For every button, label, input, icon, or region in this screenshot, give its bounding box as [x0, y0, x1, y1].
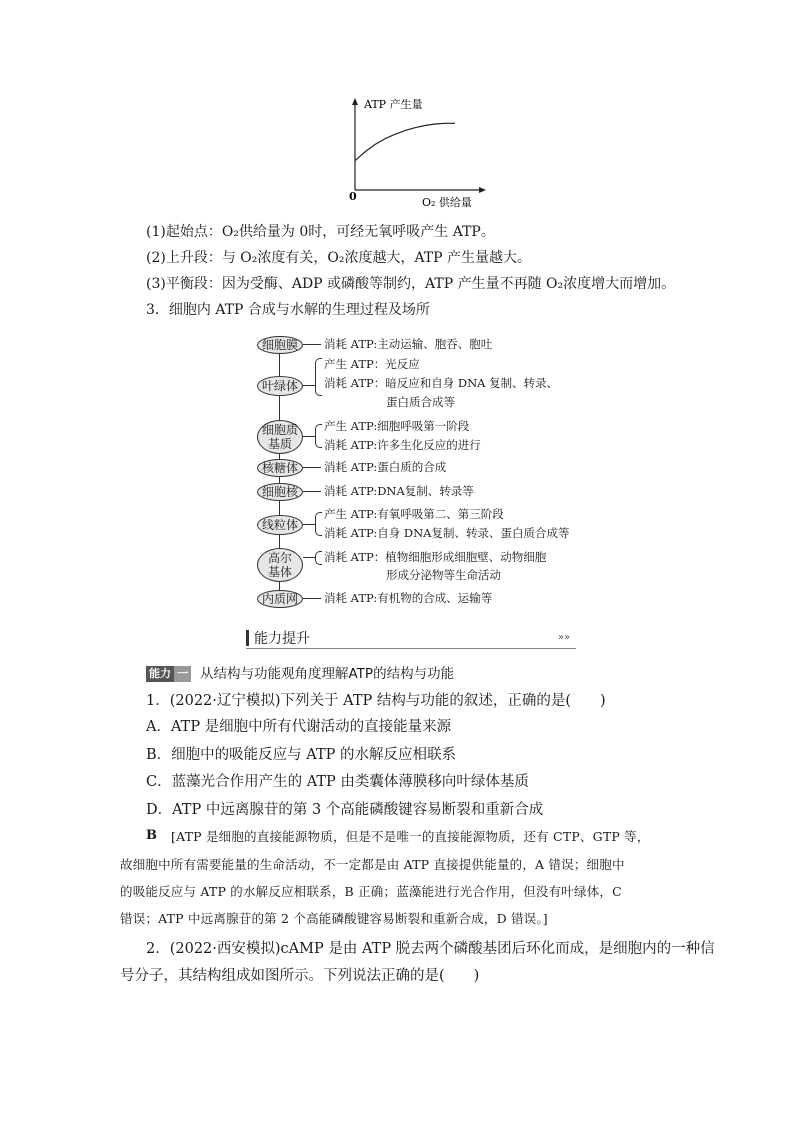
section-header-bar — [246, 630, 249, 646]
q1-option-b: B．细胞中的吸能反应与 ATP 的水解反应相联系 — [146, 747, 456, 763]
note-1: (1)起始点：O₂供给量为 0时，可经无氧呼吸产生 ATP。 — [146, 224, 495, 240]
golgi-line-1: 消耗 ATP：植物细胞形成细胞壁、动物细胞 — [324, 550, 547, 564]
x-axis-label: O₂ 供给量 — [422, 196, 472, 209]
atp-o2-chart — [330, 96, 490, 212]
q1-stem: 1．(2022·辽宁模拟)下列关于 ATP 结构与功能的叙述，正确的是( ) — [146, 693, 606, 709]
heading-3: 3．细胞内 ATP 合成与水解的生理过程及场所 — [146, 302, 430, 318]
mitochondria-line-1: 产生 ATP:有氧呼吸第二、第三阶段 — [324, 507, 504, 521]
bubble-cytoplasm-matrix — [257, 420, 303, 454]
ability-badge — [146, 666, 191, 682]
golgi-name-1: 高尔 — [267, 551, 292, 565]
connector — [303, 524, 315, 525]
connector — [303, 557, 315, 558]
q1-answer-line-2: 故细胞中所有需要能量的生命活动，不一定都是由 ATP 直接提供能量的，A 错误；细胞中 — [120, 857, 625, 872]
golgi-line-2: 形成分泌物等生命活动 — [386, 568, 501, 582]
connector — [303, 385, 315, 386]
cytoplasm-name-1: 细胞质 — [261, 423, 298, 437]
nucleus-text: 消耗 ATP:DNA复制、转录等 — [324, 484, 474, 498]
q2-line-1: 2．(2022·西安模拟)cAMP 是由 ATP 脱去两个磷酸基团后环化而成，是细胞内的一种信 — [146, 941, 715, 957]
note-2: (2)上升段：与 O₂浓度有关，O₂浓度越大，ATP 产生量越大。 — [146, 250, 532, 266]
badge-number: 一 — [174, 666, 191, 682]
mitochondria-line-2: 消耗 ATP:自身 DNA复制、转录、蛋白质合成等 — [324, 526, 570, 540]
cytoplasm-line-2: 消耗 ATP:许多生化反应的进行 — [324, 438, 481, 452]
brace-mitochondria — [315, 512, 322, 536]
brace-cytoplasm — [315, 424, 322, 448]
connector — [303, 467, 321, 468]
bubble-mitochondria: 线粒体 — [257, 515, 303, 535]
q1-answer-line-1: [ATP 是细胞的直接能源物质，但是不是唯一的直接能源物质，还有 CTP、GTP 等， — [171, 829, 650, 844]
connector — [303, 598, 321, 599]
ribosome-text: 消耗 ATP:蛋白质的合成 — [324, 460, 447, 474]
membrane-text: 消耗 ATP:主动运输、胞吞、胞吐 — [324, 337, 493, 351]
q1-option-a: A．ATP 是细胞中所有代谢活动的直接能量来源 — [146, 719, 452, 735]
chloroplast-line-1: 产生 ATP：光反应 — [324, 357, 420, 371]
q1-option-d: D．ATP 中远离腺苷的第 3 个高能磷酸键容易断裂和重新合成 — [146, 802, 544, 818]
brace-chloroplast — [315, 358, 322, 396]
q1-option-c: C．蓝藻光合作用产生的 ATP 由类囊体薄膜移向叶绿体基质 — [146, 774, 529, 790]
chloroplast-line-3: 蛋白质合成等 — [386, 395, 455, 409]
q2-line-2: 号分子，其结构组成如图所示。下列说法正确的是( ) — [120, 968, 480, 984]
bubble-er: 内质网 — [257, 590, 303, 608]
x-axis-arrow — [479, 187, 486, 193]
ability-title: 从结构与功能观角度理解ATP的结构与功能 — [200, 666, 455, 682]
note-3: (3)平衡段：因为受酶、ADP 或磷酸等制约，ATP 产生量不再随 O₂浓度增大而增加。 — [146, 276, 676, 292]
bubble-cell-membrane: 细胞膜 — [257, 336, 303, 354]
q1-answer-line-3: 的吸能反应与 ATP 的水解反应相联系，B 正确；蓝藻能进行光合作用，但没有叶绿体，C — [120, 884, 622, 899]
connector — [303, 491, 321, 492]
bubble-golgi — [257, 548, 303, 582]
y-axis-arrow — [352, 98, 358, 105]
series-curve — [355, 123, 455, 160]
badge-label: 能力 — [146, 666, 174, 682]
bubble-nucleus: 细胞核 — [257, 483, 303, 501]
chloroplast-line-2: 消耗 ATP：暗反应和自身 DNA 复制、转录、 — [324, 376, 559, 390]
brace-golgi — [315, 551, 322, 565]
q1-answer-letter: B — [146, 828, 157, 843]
y-axis-label: ATP 产生量 — [364, 98, 423, 111]
origin-label: 0 — [349, 190, 357, 203]
bubble-chloroplast: 叶绿体 — [257, 376, 303, 396]
bubble-ribosome: 核糖体 — [257, 459, 303, 477]
connector — [303, 344, 321, 345]
connector — [303, 436, 315, 437]
section-title: 能力提升 — [254, 631, 310, 647]
golgi-name-2: 基体 — [267, 565, 292, 579]
cytoplasm-line-1: 产生 ATP:细胞呼吸第一阶段 — [324, 419, 470, 433]
cytoplasm-name-2: 基质 — [267, 437, 292, 451]
q1-answer-line-4: 错误；ATP 中远离腺苷的第 2 个高能磷酸键容易断裂和重新合成，D 错误。] — [120, 911, 548, 926]
section-arrow-icon: »» — [558, 632, 571, 643]
er-text: 消耗 ATP:有机物的合成、运输等 — [324, 591, 493, 605]
